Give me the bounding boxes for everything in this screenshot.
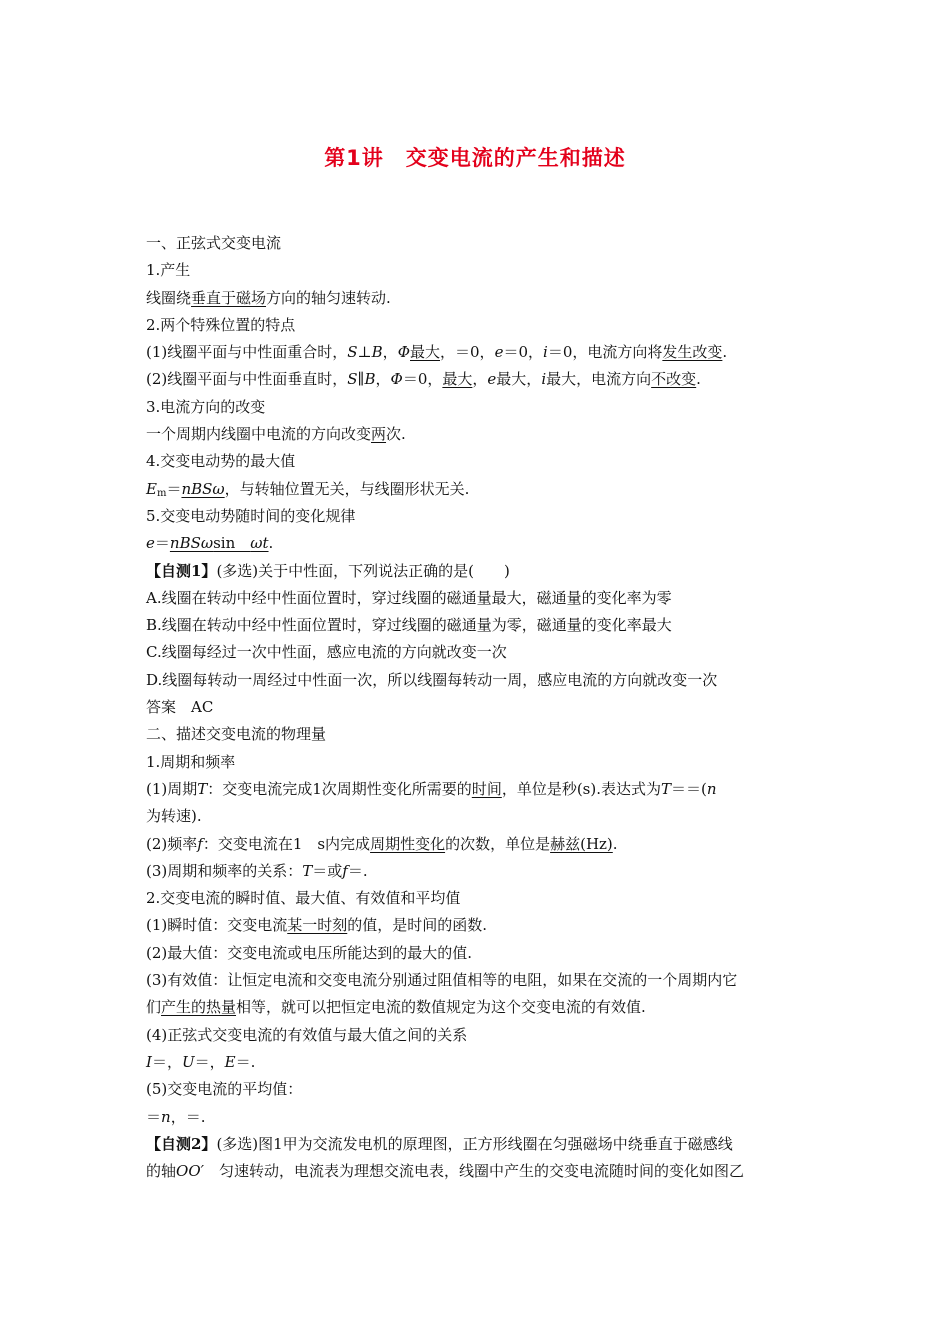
option-d: D.线圈每转动一周经过中性面一次，所以线圈每转动一周，感应电流的方向就改变一次 [146,670,718,689]
paragraph: 为转速). [146,807,202,826]
document-body [146,230,811,1185]
formula: $E_m=nBS\omega$，与转轴位置无关，与线圈形状无关. [146,479,470,499]
paragraph: 线圈绕垂直于磁场方向的轴匀速转动. [146,288,391,307]
paragraph: (1)周期T：交变电流完成1次周期性变化所需要的时间，单位是秒(s).表达式为T＝＝(n [146,779,717,798]
section-heading: 二、描述交变电流的物理量 [146,725,327,744]
option-b: B.线圈在转动中经中性面位置时，穿过线圈的磁通量为零，磁通量的变化率最大 [146,616,672,635]
formula: ＝n，＝. [146,1107,206,1126]
paragraph: 一个周期内线圈中电流的方向改变两次. [146,425,406,444]
subheading: 1.产生 [146,261,191,280]
subheading: 2.两个特殊位置的特点 [146,315,296,334]
paragraph: (1)线圈平面与中性面重合时，S⊥B，Φ最大，＝0，e＝0，i＝0，电流方向将发生改变. [146,343,728,362]
subheading: 5.交变电动势随时间的变化规律 [146,506,356,525]
paragraph: (2)频率f：交变电流在1 s内完成周期性变化的次数，单位是赫兹(Hz). [146,834,618,853]
paragraph: (3)周期和频率的关系：T＝或f＝. [146,861,368,880]
paragraph: (2)线圈平面与中性面垂直时，S∥B，Φ＝0，最大，e最大，i最大，电流方向不改变. [146,370,701,389]
question-label: 【自测2】 [146,1134,217,1153]
subheading: 1.周期和频率 [146,752,236,771]
question-stem: 【自测2】(多选)图1甲为交流发电机的原理图，正方形线圈在匀强磁场中绕垂直于磁感线 [146,1134,733,1153]
paragraph: (3)有效值：让恒定电流和交变电流分别通过阻值相等的电阻，如果在交流的一个周期内它 [146,971,738,990]
question-stem: 【自测1】(多选)关于中性面，下列说法正确的是( ) [146,561,510,580]
paragraph: (4)正弦式交变电流的有效值与最大值之间的关系 [146,1025,468,1044]
question-label: 【自测1】 [146,561,217,580]
page-title: 第1讲 交变电流的产生和描述 [324,146,626,170]
subheading: 4.交变电动势的最大值 [146,452,296,471]
paragraph: 们产生的热量相等，就可以把恒定电流的数值规定为这个交变电流的有效值. [146,998,646,1017]
question-stem-continued: 的轴OO′ 匀速转动，电流表为理想交流电表，线圈中产生的交变电流随时间的变化如图乙 [146,1162,745,1181]
formula: e＝nBSωsin ωt. [146,534,274,553]
formula: I＝，U＝，E＝. [146,1052,256,1071]
section-heading: 一、正弦式交变电流 [146,234,282,252]
subheading: 2.交变电流的瞬时值、最大值、有效值和平均值 [146,889,461,908]
paragraph: (5)交变电流的平均值： [146,1080,303,1099]
paragraph: (1)瞬时值：交变电流某一时刻的值，是时间的函数. [146,916,488,935]
subheading: 3.电流方向的改变 [146,397,266,416]
option-a: A.线圈在转动中经中性面位置时，穿过线圈的磁通量最大，磁通量的变化率为零 [146,588,672,607]
option-c: C.线圈每经过一次中性面，感应电流的方向就改变一次 [146,643,507,662]
answer: 答案 AC [146,698,214,717]
paragraph: (2)最大值：交变电流或电压所能达到的最大的值. [146,943,473,962]
